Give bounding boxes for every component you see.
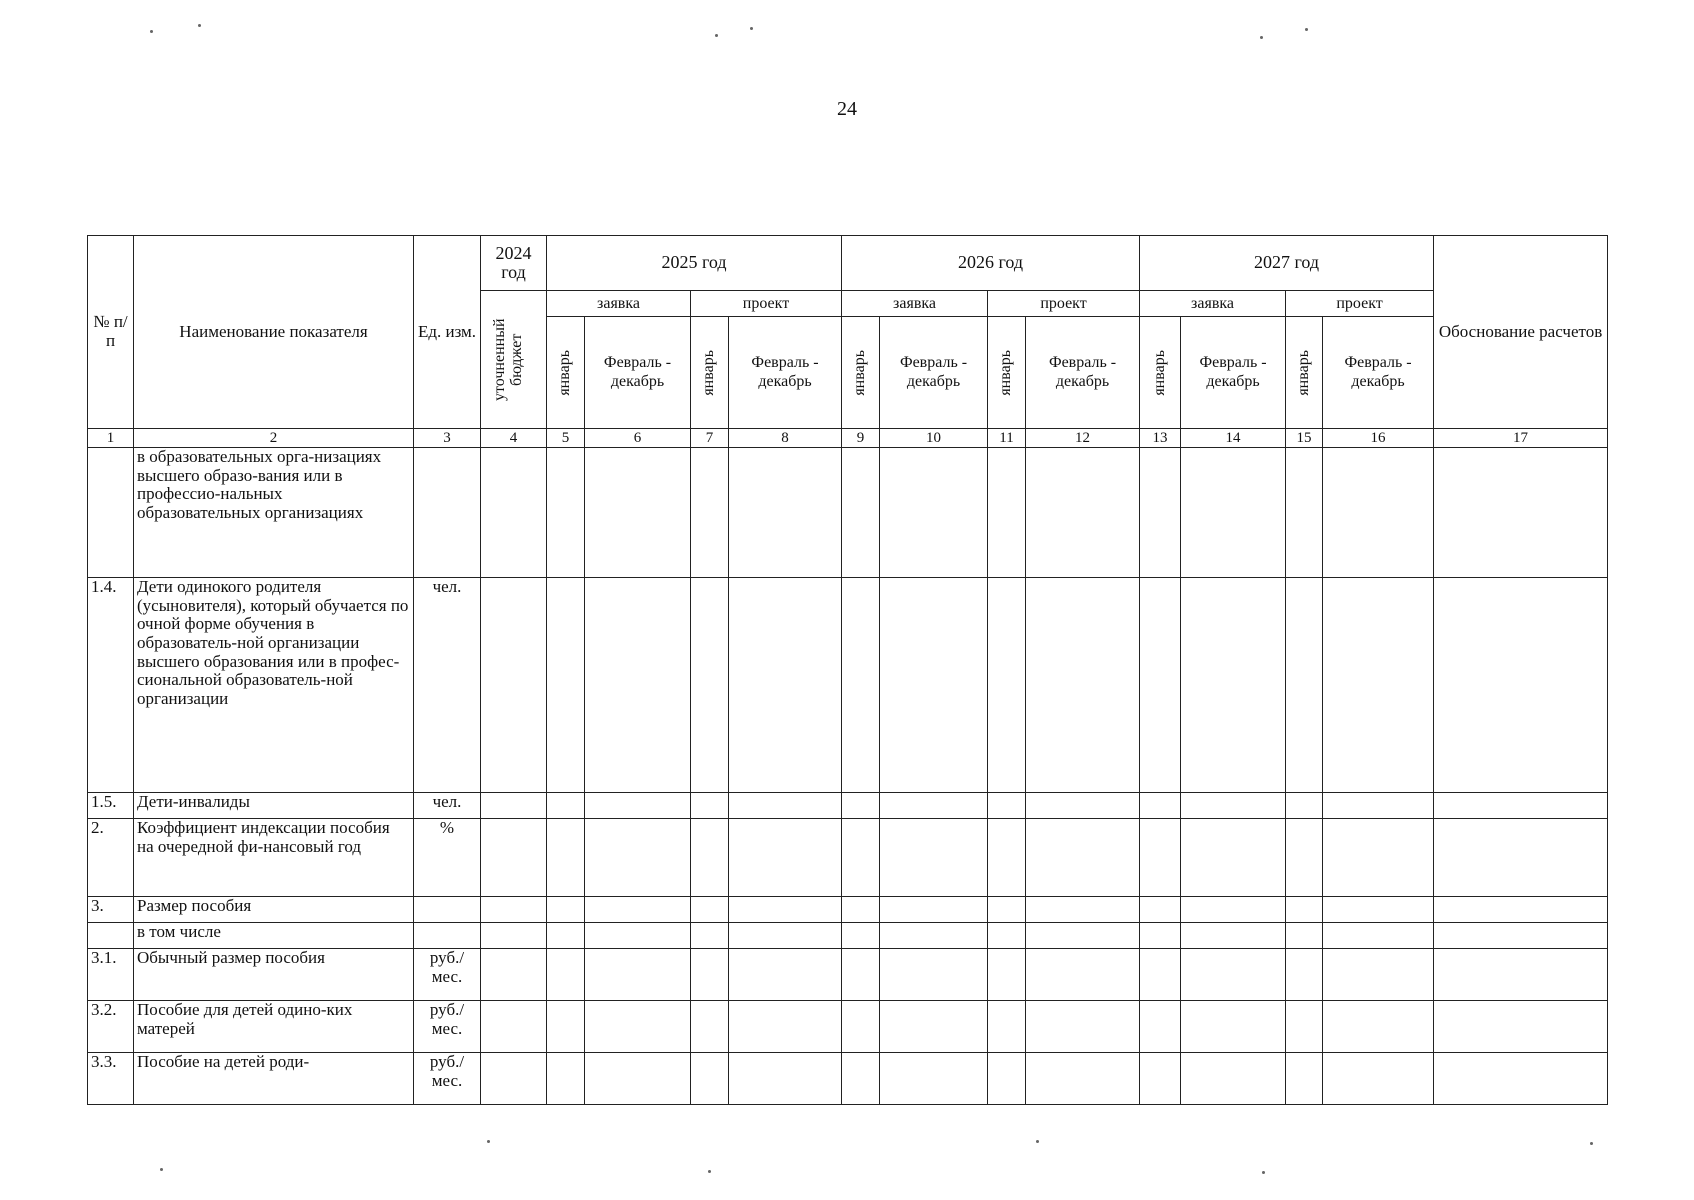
value-cell <box>1286 448 1323 578</box>
value-cell <box>842 448 880 578</box>
value-cell <box>691 897 729 923</box>
value-cell <box>1323 448 1434 578</box>
row-number: 3.1. <box>88 949 134 1001</box>
value-cell <box>547 1053 585 1105</box>
value-cell <box>1026 1053 1140 1105</box>
header-2025-request-febdec: Февраль - декабрь <box>585 317 691 429</box>
value-cell <box>547 897 585 923</box>
value-cell <box>481 819 547 897</box>
value-cell <box>988 448 1026 578</box>
value-cell <box>1286 897 1323 923</box>
value-cell <box>1434 1053 1608 1105</box>
col-number: 1 <box>88 429 134 448</box>
col-number: 13 <box>1140 429 1181 448</box>
value-cell <box>481 949 547 1001</box>
value-cell <box>880 793 988 819</box>
scan-speck <box>1262 1171 1265 1174</box>
row-indicator-name: Пособие на детей роди- <box>134 1053 414 1105</box>
header-name: Наименование показателя <box>134 236 414 429</box>
col-number: 17 <box>1434 429 1608 448</box>
row-unit <box>414 897 481 923</box>
header-2025-request: заявка <box>547 291 691 317</box>
header-2027-project-febdec: Февраль - декабрь <box>1323 317 1434 429</box>
value-cell <box>1323 793 1434 819</box>
table-row <box>88 949 1608 1001</box>
value-cell <box>880 819 988 897</box>
value-cell <box>988 819 1026 897</box>
value-cell <box>585 923 691 949</box>
row-number: 1.4. <box>88 578 134 793</box>
value-cell <box>729 578 842 793</box>
value-cell <box>1026 448 1140 578</box>
value-cell <box>880 923 988 949</box>
row-unit: чел. <box>414 793 481 819</box>
scan-speck <box>1036 1140 1039 1143</box>
value-cell <box>585 897 691 923</box>
value-cell <box>1140 1001 1181 1053</box>
row-number <box>88 448 134 578</box>
jan-label: январь <box>700 349 718 396</box>
jan-label: январь <box>1150 349 1168 396</box>
value-cell <box>481 578 547 793</box>
header-year-2024: 2024 год <box>481 236 547 291</box>
value-cell <box>842 923 880 949</box>
value-cell <box>1323 923 1434 949</box>
col-number: 4 <box>481 429 547 448</box>
table-row <box>88 448 1608 578</box>
value-cell <box>547 949 585 1001</box>
value-cell <box>880 578 988 793</box>
header-year-2025: 2025 год <box>547 236 842 291</box>
row-indicator-name: Дети-инвалиды <box>134 793 414 819</box>
table-row <box>88 923 1608 949</box>
value-cell <box>1181 578 1286 793</box>
value-cell <box>1286 793 1323 819</box>
value-cell <box>729 819 842 897</box>
scan-speck <box>487 1140 490 1143</box>
header-2026-request: заявка <box>842 291 988 317</box>
row-unit <box>414 923 481 949</box>
header-year-2027: 2027 год <box>1140 236 1434 291</box>
value-cell <box>1181 897 1286 923</box>
value-cell <box>547 578 585 793</box>
col-number: 10 <box>880 429 988 448</box>
value-cell <box>1026 819 1140 897</box>
header-year-2026: 2026 год <box>842 236 1140 291</box>
value-cell <box>481 1053 547 1105</box>
col-number: 15 <box>1286 429 1323 448</box>
scan-speck <box>198 24 201 27</box>
value-cell <box>481 897 547 923</box>
header-2026-project: проект <box>988 291 1140 317</box>
value-cell <box>842 949 880 1001</box>
value-cell <box>988 949 1026 1001</box>
value-cell <box>1026 949 1140 1001</box>
header-num: № п/п <box>88 236 134 429</box>
value-cell <box>988 1001 1026 1053</box>
row-number: 3. <box>88 897 134 923</box>
row-indicator-name: в том числе <box>134 923 414 949</box>
value-cell <box>585 448 691 578</box>
row-number: 1.5. <box>88 793 134 819</box>
value-cell <box>988 578 1026 793</box>
calculation-table <box>87 235 1608 1105</box>
value-cell <box>880 949 988 1001</box>
value-cell <box>1026 1001 1140 1053</box>
value-cell <box>1323 819 1434 897</box>
value-cell <box>729 897 842 923</box>
row-unit <box>414 448 481 578</box>
header-justification: Обоснование расчетов <box>1434 236 1608 429</box>
value-cell <box>729 1053 842 1105</box>
value-cell <box>1140 793 1181 819</box>
col-number: 16 <box>1323 429 1434 448</box>
col-number: 14 <box>1181 429 1286 448</box>
col-number: 7 <box>691 429 729 448</box>
header-2027-request-jan <box>1140 317 1181 429</box>
col-number: 3 <box>414 429 481 448</box>
value-cell <box>691 949 729 1001</box>
value-cell <box>1181 949 1286 1001</box>
value-cell <box>1140 578 1181 793</box>
value-cell <box>880 1053 988 1105</box>
header-2025-project-jan <box>691 317 729 429</box>
row-number: 3.2. <box>88 1001 134 1053</box>
value-cell <box>547 1001 585 1053</box>
value-cell <box>1026 923 1140 949</box>
value-cell <box>1026 578 1140 793</box>
value-cell <box>691 793 729 819</box>
value-cell <box>1434 578 1608 793</box>
value-cell <box>880 448 988 578</box>
value-cell <box>1026 793 1140 819</box>
scan-speck <box>1260 36 1263 39</box>
value-cell <box>1140 448 1181 578</box>
value-cell <box>585 819 691 897</box>
row-number: 3.3. <box>88 1053 134 1105</box>
value-cell <box>1140 897 1181 923</box>
value-cell <box>1181 1053 1286 1105</box>
row-number <box>88 923 134 949</box>
value-cell <box>842 793 880 819</box>
value-cell <box>1286 949 1323 1001</box>
col-number: 8 <box>729 429 842 448</box>
header-2027-project-jan <box>1286 317 1323 429</box>
value-cell <box>988 897 1026 923</box>
jan-label: январь <box>556 349 574 396</box>
col-number: 2 <box>134 429 414 448</box>
table-row <box>88 1053 1608 1105</box>
value-cell <box>1323 1001 1434 1053</box>
row-indicator-name: Коэффициент индексации пособия на очередной фи-нансовый год <box>134 819 414 897</box>
row-indicator-name: Размер пособия <box>134 897 414 923</box>
value-cell <box>547 793 585 819</box>
col-number: 6 <box>585 429 691 448</box>
header-2025-request-jan <box>547 317 585 429</box>
value-cell <box>1026 897 1140 923</box>
scan-speck <box>750 27 753 30</box>
row-indicator-name: в образовательных орга-низациях высшего образо-вания или в профессио-нальных образовательных организациях <box>134 448 414 578</box>
value-cell <box>1323 1053 1434 1105</box>
value-cell <box>880 1001 988 1053</box>
scan-speck <box>160 1168 163 1171</box>
value-cell <box>547 819 585 897</box>
value-cell <box>585 949 691 1001</box>
value-cell <box>1286 578 1323 793</box>
value-cell <box>988 923 1026 949</box>
value-cell <box>1434 793 1608 819</box>
header-2027-request: заявка <box>1140 291 1286 317</box>
row-indicator-name: Обычный размер пособия <box>134 949 414 1001</box>
value-cell <box>842 897 880 923</box>
value-cell <box>729 1001 842 1053</box>
value-cell <box>481 1001 547 1053</box>
scan-speck <box>1305 28 1308 31</box>
value-cell <box>1181 923 1286 949</box>
value-cell <box>988 793 1026 819</box>
value-cell <box>1181 793 1286 819</box>
table-row <box>88 819 1608 897</box>
table-row <box>88 793 1608 819</box>
value-cell <box>1434 819 1608 897</box>
value-cell <box>481 793 547 819</box>
value-cell <box>481 923 547 949</box>
value-cell <box>1181 1001 1286 1053</box>
value-cell <box>585 1001 691 1053</box>
value-cell <box>1140 1053 1181 1105</box>
value-cell <box>547 923 585 949</box>
value-cell <box>585 793 691 819</box>
value-cell <box>988 1053 1026 1105</box>
header-2025-project-febdec: Февраль - декабрь <box>729 317 842 429</box>
value-cell <box>1434 1001 1608 1053</box>
value-cell <box>691 1001 729 1053</box>
scan-speck <box>708 1170 711 1173</box>
value-cell <box>1286 1053 1323 1105</box>
value-cell <box>1140 819 1181 897</box>
value-cell <box>691 1053 729 1105</box>
scan-speck <box>715 34 718 37</box>
page-number: 24 <box>837 98 857 120</box>
value-cell <box>1286 1001 1323 1053</box>
col-number: 5 <box>547 429 585 448</box>
value-cell <box>1434 949 1608 1001</box>
value-cell <box>585 1053 691 1105</box>
value-cell <box>691 578 729 793</box>
row-indicator-name: Пособие для детей одино-ких матерей <box>134 1001 414 1053</box>
table-row <box>88 578 1608 793</box>
value-cell <box>842 578 880 793</box>
value-cell <box>691 819 729 897</box>
jan-label: январь <box>851 349 869 396</box>
value-cell <box>1140 949 1181 1001</box>
value-cell <box>1323 578 1434 793</box>
value-cell <box>585 578 691 793</box>
value-cell <box>1434 923 1608 949</box>
value-cell <box>842 819 880 897</box>
value-cell <box>481 448 547 578</box>
header-2026-project-febdec: Февраль - декабрь <box>1026 317 1140 429</box>
value-cell <box>1181 819 1286 897</box>
scan-speck <box>1590 1142 1593 1145</box>
row-unit: % <box>414 819 481 897</box>
value-cell <box>1181 448 1286 578</box>
value-cell <box>1286 923 1323 949</box>
header-unit: Ед. изм. <box>414 236 481 429</box>
col-number: 12 <box>1026 429 1140 448</box>
value-cell <box>729 448 842 578</box>
header-2026-request-febdec: Февраль - декабрь <box>880 317 988 429</box>
value-cell <box>1434 897 1608 923</box>
row-indicator-name: Дети одинокого родителя (усыновителя), который обучается по очной форме обучения в образователь-ной организации высшего образования или в профес-сиональной образователь-ной организации <box>134 578 414 793</box>
header-2026-project-jan <box>988 317 1026 429</box>
row-unit: руб./мес. <box>414 1053 481 1105</box>
value-cell <box>729 949 842 1001</box>
value-cell <box>1323 949 1434 1001</box>
column-number-row <box>88 429 1608 448</box>
table-row <box>88 897 1608 923</box>
scan-speck <box>150 30 153 33</box>
value-cell <box>691 448 729 578</box>
row-number: 2. <box>88 819 134 897</box>
value-cell <box>729 793 842 819</box>
value-cell <box>1140 923 1181 949</box>
value-cell <box>1434 448 1608 578</box>
row-unit: чел. <box>414 578 481 793</box>
value-cell <box>547 448 585 578</box>
row-unit: руб./мес. <box>414 949 481 1001</box>
row-unit: руб./мес. <box>414 1001 481 1053</box>
col-number: 9 <box>842 429 880 448</box>
header-2027-project: проект <box>1286 291 1434 317</box>
value-cell <box>1286 819 1323 897</box>
col-number: 11 <box>988 429 1026 448</box>
header-2025-project: проект <box>691 291 842 317</box>
jan-label: январь <box>1294 349 1312 396</box>
header-2026-request-jan <box>842 317 880 429</box>
value-cell <box>880 897 988 923</box>
budget-label: уточненный бюджет <box>490 318 525 401</box>
value-cell <box>842 1001 880 1053</box>
jan-label: январь <box>997 349 1015 396</box>
value-cell <box>729 923 842 949</box>
value-cell <box>691 923 729 949</box>
header-budget-2024 <box>481 291 547 429</box>
value-cell <box>842 1053 880 1105</box>
header-2027-request-febdec: Февраль - декабрь <box>1181 317 1286 429</box>
table-row <box>88 1001 1608 1053</box>
value-cell <box>1323 897 1434 923</box>
